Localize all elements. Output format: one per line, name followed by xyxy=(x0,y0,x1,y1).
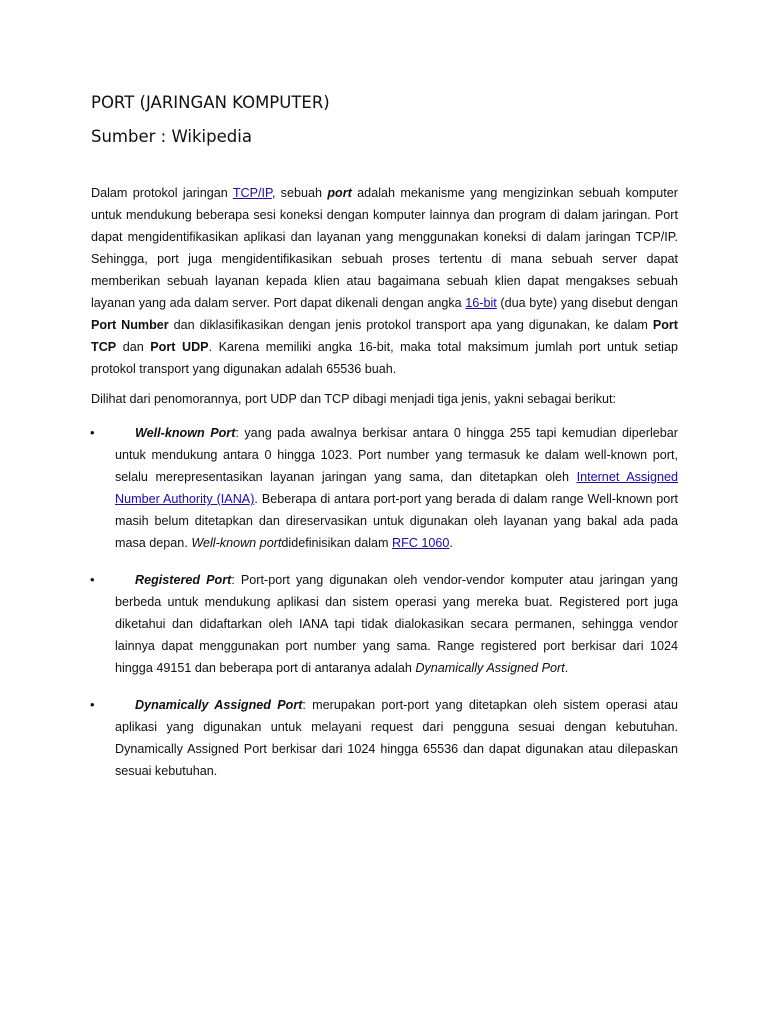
bullet-icon: • xyxy=(90,425,95,440)
dynamic-text-1: : merupakan port-port yang ditetapkan oleh sistem operasi atau aplikasi yang digunakan untuk melayani request dari pengguna sesuai dengan kebutuhan. Dynamically Assigned Port berkisar dari 1024 hingga 65536 dan dapat digunakan atau dilepaskan sesuai kebutuhan. xyxy=(115,698,679,778)
port-udp-term: Port UDP xyxy=(150,340,209,354)
dynamic-term: Dynamically Assigned Port xyxy=(135,698,303,712)
intro-text-7: . Karena memiliki angka 16-bit, maka total maksimum jumlah port untuk setiap protokol transport yang digunakan adalah 65536 buah. xyxy=(91,340,678,376)
intro-text-3: adalah mekanisme yang mengizinkan sebuah komputer untuk mendukung beberapa sesi koneksi dengan komputer lainnya dan program di dalam jaringan. Port dapat mengidentifikasikan aplikasi dan layanan yang menggunakan koneksi di dalam jaringan TCP/IP. Sehingga, port juga mengidentifikasikan sebuah proses tertentu di mana sebuah server dapat memberikan sebuah layanan kepada klien atau bagaimana sebuah klien dapat mengakses sebuah layanan yang ada dalam server. Port dapat dikenali dengan angka xyxy=(91,186,678,310)
intro-paragraph xyxy=(91,182,678,380)
rfc-1060-link[interactable]: RFC 1060 xyxy=(392,536,450,550)
tcpip-link[interactable]: TCP/IP xyxy=(232,186,272,200)
intro-text-4: (dua byte) yang disebut dengan xyxy=(496,296,678,310)
well-known-text-2: . Beberapa di antara port-port yang berada di dalam range Well-known port masih belum ditetapkan dan direservasikan untuk digunakan oleh layanan yang bakal ada pada masa depan. xyxy=(115,492,679,550)
list-item-well-known xyxy=(91,422,678,554)
port-types-list xyxy=(91,422,678,782)
list-item-dynamic xyxy=(91,694,678,782)
well-known-text-1: : yang pada awalnya berkisar antara 0 hingga 255 tapi kemudian diperlebar untuk mendukung antara 0 hingga 1023. Port number yang termasuk ke dalam well-known port, selalu merepresentasikan layanan jaringan yang sama, dan ditetapkan oleh xyxy=(115,426,678,484)
well-known-italic: Well-known port xyxy=(191,536,282,550)
registered-italic: Dynamically Assigned Port xyxy=(415,661,565,675)
bullet-icon: • xyxy=(90,572,95,587)
port-term: port xyxy=(327,186,352,200)
port-tcp-term: Port TCP xyxy=(91,318,678,354)
iana-link[interactable]: Internet Assigned Number Authority (IANA) xyxy=(115,470,678,506)
document-source: Sumber : Wikipedia xyxy=(91,127,252,146)
list-item-registered xyxy=(91,569,678,679)
bullet-icon: • xyxy=(90,697,95,712)
well-known-text-4: . xyxy=(449,536,453,550)
16bit-link[interactable]: 16-bit xyxy=(465,296,497,310)
well-known-term: Well-known Port xyxy=(135,426,236,440)
port-number-term: Port Number xyxy=(91,318,169,332)
intro-text-5: dan diklasifikasikan dengan jenis protokol transport apa yang digunakan, ke dalam xyxy=(168,318,653,332)
types-intro-paragraph: Dilihat dari penomorannya, port UDP dan TCP dibagi menjadi tiga jenis, yakni sebagai berikut: xyxy=(91,392,617,406)
registered-text-1: : Port-port yang digunakan oleh vendor-vendor komputer atau jaringan yang berbeda untuk mendukung aplikasi dan sistem operasi yang mereka buat. Registered port juga diketahui dan didaftarkan oleh IANA tapi tidak dialokasikan secara permanen, sehingga vendor lainnya dapat menggunakan port number yang sama. Range registered port berkisar dari 1024 hingga 49151 dan beberapa port di antaranya adalah xyxy=(115,573,678,675)
intro-text-2: , sebuah xyxy=(271,186,328,200)
intro-text-1: Dalam protokol jaringan xyxy=(91,186,233,200)
intro-text-6: dan xyxy=(116,340,151,354)
document-title: PORT (JARINGAN KOMPUTER) xyxy=(91,93,330,112)
registered-term: Registered Port xyxy=(135,573,232,587)
registered-text-2: . xyxy=(564,661,569,675)
well-known-text-3: didefinisikan dalam xyxy=(281,536,392,550)
